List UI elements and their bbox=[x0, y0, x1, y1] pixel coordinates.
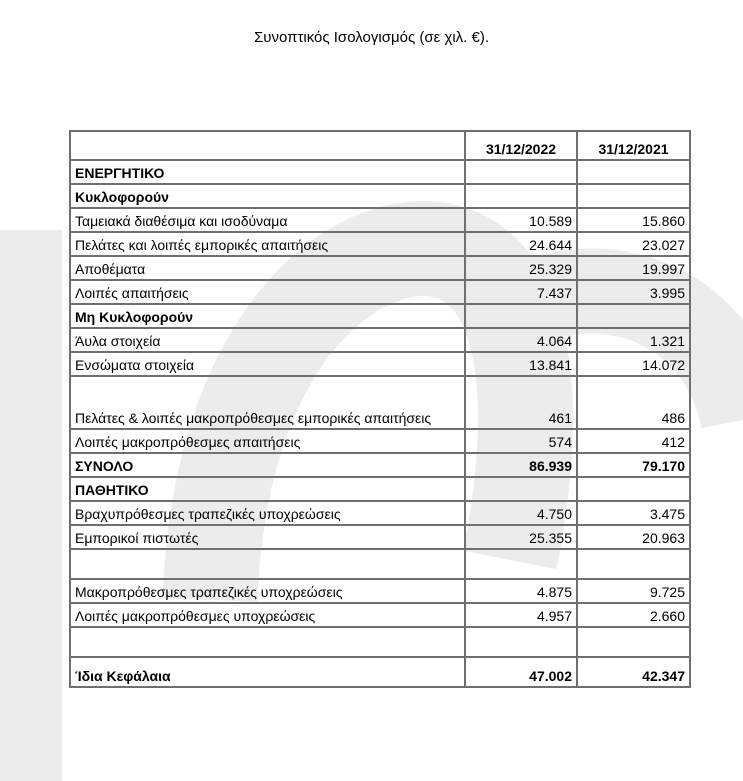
value-2021 bbox=[578, 550, 691, 580]
value-2021: 14.072 bbox=[578, 353, 691, 377]
value-2022: 25.355 bbox=[466, 526, 578, 550]
value-2022: 461 bbox=[466, 377, 578, 430]
value-2021 bbox=[578, 305, 691, 329]
value-2021: 19.997 bbox=[578, 257, 691, 281]
value-2021: 1.321 bbox=[578, 329, 691, 353]
value-2021 bbox=[578, 185, 691, 209]
header-cell-2021: 31/12/2021 bbox=[578, 132, 691, 161]
table-row bbox=[71, 209, 691, 233]
row-label: Ίδια Κεφάλαια bbox=[71, 658, 466, 688]
value-2022 bbox=[466, 628, 578, 658]
value-2022 bbox=[466, 550, 578, 580]
value-2022: 4.875 bbox=[466, 580, 578, 604]
row-label bbox=[71, 628, 466, 658]
subsection-row-non-current bbox=[71, 305, 691, 329]
row-label: Αποθέματα bbox=[71, 257, 466, 281]
table-row bbox=[71, 502, 691, 526]
value-2021: 79.170 bbox=[578, 454, 691, 478]
value-2021 bbox=[578, 478, 691, 502]
row-label: Πελάτες & λοιπές μακροπρόθεσμες εμπορικές απαιτήσεις bbox=[71, 377, 466, 430]
table-row bbox=[71, 377, 691, 430]
total-row bbox=[71, 454, 691, 478]
row-label: Λοιπές μακροπρόθεσμες απαιτήσεις bbox=[71, 430, 466, 454]
value-2021: 486 bbox=[578, 377, 691, 430]
row-label: ΕΝΕΡΓΗΤΙΚΟ bbox=[71, 161, 466, 185]
table-header-row bbox=[71, 132, 691, 161]
row-label: Λοιπές απαιτήσεις bbox=[71, 281, 466, 305]
page-title: Συνοπτικός Ισολογισμός (σε χιλ. €). bbox=[254, 29, 489, 46]
value-2022 bbox=[466, 185, 578, 209]
equity-row bbox=[71, 658, 691, 688]
header-cell-2022: 31/12/2022 bbox=[466, 132, 578, 161]
value-2021: 23.027 bbox=[578, 233, 691, 257]
value-2022: 574 bbox=[466, 430, 578, 454]
table-row bbox=[71, 430, 691, 454]
value-2021 bbox=[578, 161, 691, 185]
row-label: Μακροπρόθεσμες τραπεζικές υποχρεώσεις bbox=[71, 580, 466, 604]
value-2022 bbox=[466, 161, 578, 185]
value-2021 bbox=[578, 628, 691, 658]
value-2021: 9.725 bbox=[578, 580, 691, 604]
value-2021: 20.963 bbox=[578, 526, 691, 550]
value-2021: 42.347 bbox=[578, 658, 691, 688]
value-2022: 10.589 bbox=[466, 209, 578, 233]
table-row bbox=[71, 526, 691, 550]
balance-sheet-table bbox=[69, 130, 691, 688]
value-2022: 13.841 bbox=[466, 353, 578, 377]
value-2021: 15.860 bbox=[578, 209, 691, 233]
row-label bbox=[71, 550, 466, 580]
empty-row bbox=[71, 628, 691, 658]
value-2021: 3.995 bbox=[578, 281, 691, 305]
row-label: Ταμειακά διαθέσιμα και ισοδύναμα bbox=[71, 209, 466, 233]
table-row bbox=[71, 604, 691, 628]
watermark-left-bar bbox=[0, 230, 62, 781]
row-label: Κυκλοφορούν bbox=[71, 185, 466, 209]
row-label: Βραχυπρόθεσμες τραπεζικές υποχρεώσεις bbox=[71, 502, 466, 526]
row-label: Άυλα στοιχεία bbox=[71, 329, 466, 353]
value-2021: 3.475 bbox=[578, 502, 691, 526]
value-2022: 4.750 bbox=[466, 502, 578, 526]
table-row bbox=[71, 233, 691, 257]
value-2022: 4.064 bbox=[466, 329, 578, 353]
value-2021: 412 bbox=[578, 430, 691, 454]
value-2022: 25.329 bbox=[466, 257, 578, 281]
row-label: Ενσώματα στοιχεία bbox=[71, 353, 466, 377]
value-2022: 47.002 bbox=[466, 658, 578, 688]
table-row bbox=[71, 281, 691, 305]
value-2022: 4.957 bbox=[466, 604, 578, 628]
table-row bbox=[71, 353, 691, 377]
value-2022: 7.437 bbox=[466, 281, 578, 305]
value-2022 bbox=[466, 305, 578, 329]
empty-row bbox=[71, 550, 691, 580]
row-label: Μη Κυκλοφορούν bbox=[71, 305, 466, 329]
value-2022: 24.644 bbox=[466, 233, 578, 257]
table-row bbox=[71, 580, 691, 604]
value-2022 bbox=[466, 478, 578, 502]
value-2021: 2.660 bbox=[578, 604, 691, 628]
section-row-assets bbox=[71, 161, 691, 185]
value-2022: 86.939 bbox=[466, 454, 578, 478]
row-label: Εμπορικοί πιστωτές bbox=[71, 526, 466, 550]
row-label: Λοιπές μακροπρόθεσμες υποχρεώσεις bbox=[71, 604, 466, 628]
subsection-row-current bbox=[71, 185, 691, 209]
table-row bbox=[71, 329, 691, 353]
section-row-liabilities bbox=[71, 478, 691, 502]
row-label: ΠΑΘΗΤΙΚΟ bbox=[71, 478, 466, 502]
header-cell-label bbox=[71, 132, 466, 161]
table-row bbox=[71, 257, 691, 281]
row-label: Πελάτες και λοιπές εμπορικές απαιτήσεις bbox=[71, 233, 466, 257]
row-label: ΣΥΝΟΛΟ bbox=[71, 454, 466, 478]
